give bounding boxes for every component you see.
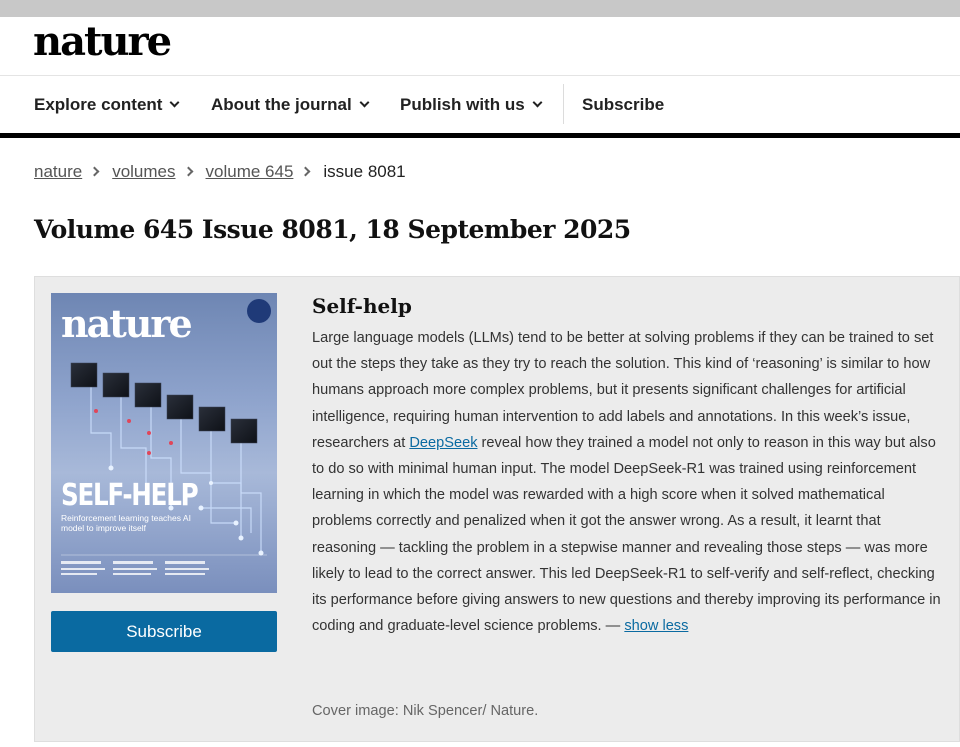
body-text-part2: reveal how they trained a model not only to reason in this way but also to do so with minimal human input. The model DeepSeek-R1 was trained using reinforcement learning in which the model was rewarded with a high score when it solved mathematical problems correctly and penalized when it got the answer wrong. As a result, it learnt that reasoning — tackling the problem in a stepwise manner and revealing those steps — was more likely to lead to the correct answer. This led DeepSeek-R1 to self-verify and self-reflect, checking its performance before giving answers to new questions and thereby improving its performance in coding and graduate-level science problems. — (312, 434, 941, 635)
chevron-down-icon (170, 98, 180, 108)
nature-logo[interactable]: nature (33, 18, 171, 65)
breadcrumb (34, 162, 406, 182)
chevron-right-icon (90, 167, 100, 177)
nav-about-the-journal-label: About the journal (211, 95, 352, 114)
nav-divider (563, 84, 564, 124)
nav-explore-content-label: Explore content (34, 95, 163, 114)
cover-credit: Cover image: Nik Spencer/ Nature. (312, 703, 539, 719)
nav-subscribe[interactable] (582, 95, 664, 115)
nav-publish-with-us[interactable] (400, 95, 541, 115)
subscribe-button[interactable]: Subscribe (51, 611, 277, 652)
breadcrumb-volumes[interactable]: volumes (112, 162, 176, 181)
show-less-link[interactable]: show less (624, 618, 689, 635)
cover-image[interactable] (51, 293, 277, 593)
cover-subhead: Reinforcement learning teaches AI model to improve itself (61, 513, 191, 534)
breadcrumb-current: issue 8081 (323, 162, 406, 181)
nav-bottom-rule (0, 133, 960, 138)
nav-subscribe-label: Subscribe (582, 95, 665, 114)
browser-top-strip (0, 0, 960, 17)
nav-publish-with-us-label: Publish with us (400, 95, 525, 114)
body-text-part1: Large language models (LLMs) tend to be better at solving problems if they can be trained to set out the steps they take as they try to reach the solution. This kind of ‘reasoning’ is similar to how humans approach more complex problems, but it presents significant challenges for artificial intelligence, requiring human intervention to add labels and annotations. In this week’s issue, researchers at (312, 330, 934, 451)
chevron-down-icon (532, 98, 542, 108)
page-title: Volume 645 Issue 8081, 18 September 2025 (34, 215, 631, 244)
cover-masthead: nature (61, 301, 191, 346)
breadcrumb-nature[interactable]: nature (34, 162, 83, 181)
cover-headline: SELF-HELP (61, 478, 198, 513)
chevron-right-icon (183, 167, 193, 177)
cover-story-title: Self-help (312, 294, 412, 318)
main-navigation (0, 76, 960, 134)
cover-story-body (312, 325, 944, 639)
breadcrumb-volume-645[interactable]: volume 645 (205, 162, 294, 181)
deepseek-link[interactable]: DeepSeek (409, 434, 478, 451)
nav-explore-content[interactable] (34, 95, 178, 115)
chevron-right-icon (301, 167, 311, 177)
nav-about-the-journal[interactable] (211, 95, 368, 115)
chevron-down-icon (359, 98, 369, 108)
